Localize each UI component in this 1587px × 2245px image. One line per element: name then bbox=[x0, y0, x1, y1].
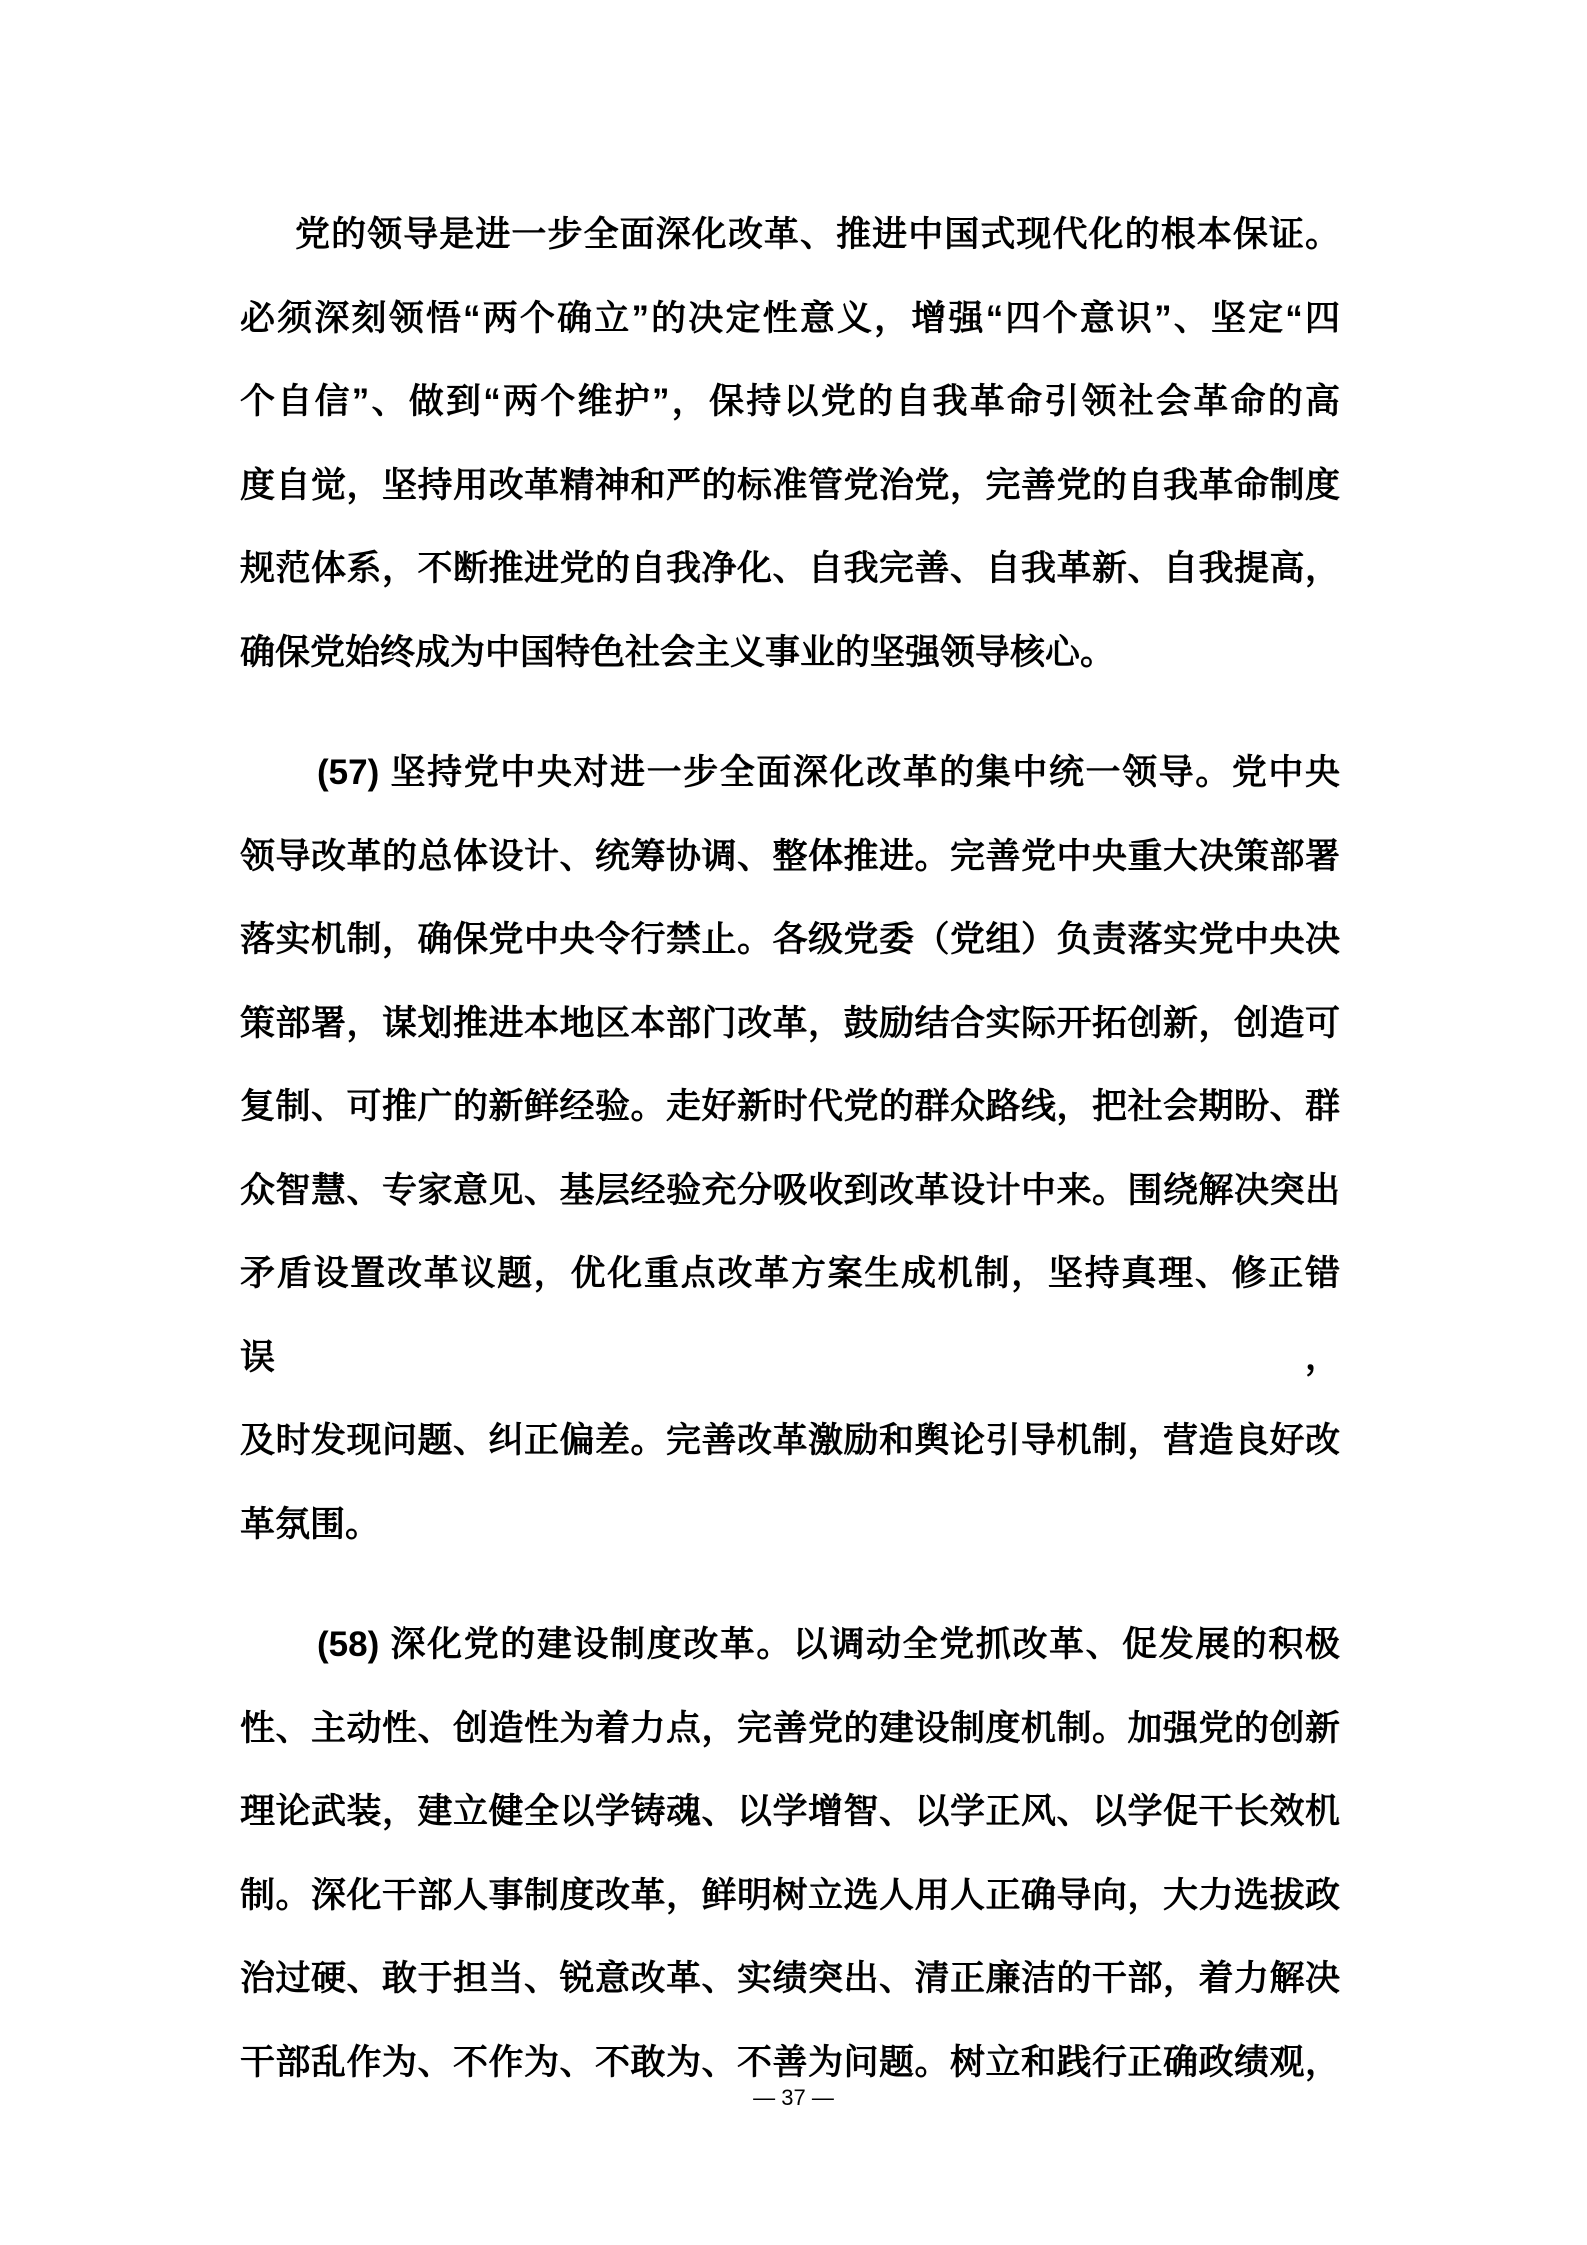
document-body bbox=[240, 193, 1340, 2104]
paragraph-item-58 bbox=[240, 1603, 1340, 2104]
text-line: (58) 深化党的建设制度改革。以调动全党抓改革、促发展的积极 bbox=[317, 1625, 1340, 1664]
text-line: 及时发现问题、纠正偏差。完善改革激励和舆论引导机制，营造良好改 bbox=[240, 1421, 1340, 1460]
text-line: 个自信”、做到“两个维护”，保持以党的自我革命引领社会革命的高 bbox=[240, 382, 1340, 421]
paragraph-intro bbox=[240, 193, 1340, 694]
text-line: 众智慧、专家意见、基层经验充分吸收到改革设计中来。围绕解决突出 bbox=[240, 1170, 1340, 1210]
text-line: 策部署，谋划推进本地区本部门改革，鼓励结合实际开拓创新，创造可 bbox=[240, 1003, 1340, 1043]
text-line: 度自觉，坚持用改革精神和严的标准管党治党，完善党的自我革命制度 bbox=[240, 465, 1340, 505]
text-line: 制。深化干部人事制度改革，鲜明树立选人用人正确导向，大力选拔政 bbox=[240, 1875, 1340, 1915]
text-line: 理论武装，建立健全以学铸魂、以学增智、以学正风、以学促干长效机 bbox=[240, 1792, 1340, 1831]
text-line: 规范体系，不断推进党的自我净化、自我完善、自我革新、自我提高， bbox=[240, 549, 1340, 588]
page-number: — 37 — bbox=[753, 2085, 834, 2110]
text-line: 复制、可推广的新鲜经验。走好新时代党的群众路线，把社会期盼、群 bbox=[240, 1087, 1340, 1126]
text-line: 确保党始终成为中国特色社会主义事业的坚强领导核心。 bbox=[240, 632, 1116, 672]
text-line: 必须深刻领悟“两个确立”的决定性意义，增强“四个意识”、坚定“四 bbox=[240, 298, 1340, 338]
text-line: 落实机制，确保党中央令行禁止。各级党委（党组）负责落实党中央决 bbox=[240, 920, 1340, 959]
text-line: 性、主动性、创造性为着力点，完善党的建设制度机制。加强党的创新 bbox=[240, 1708, 1340, 1748]
text-line: 矛盾设置改革议题，优化重点改革方案生成机制，坚持真理、修正错误， bbox=[240, 1254, 1340, 1377]
text-line: (57) 坚持党中央对进一步全面深化改革的集中统一领导。党中央 bbox=[317, 753, 1340, 792]
text-line: 领导改革的总体设计、统筹协调、整体推进。完善党中央重大决策部署 bbox=[240, 836, 1340, 876]
text-line: 干部乱作为、不作为、不敢为、不善为问题。树立和践行正确政绩观， bbox=[240, 2042, 1340, 2082]
text-line: 党的领导是进一步全面深化改革、推进中国式现代化的根本保证。 bbox=[295, 215, 1340, 254]
paragraph-item-57 bbox=[240, 731, 1340, 1566]
text-line: 治过硬、敢于担当、锐意改革、实绩突出、清正廉洁的干部，着力解决 bbox=[240, 1959, 1340, 1998]
text-line: 革氛围。 bbox=[240, 1504, 381, 1544]
